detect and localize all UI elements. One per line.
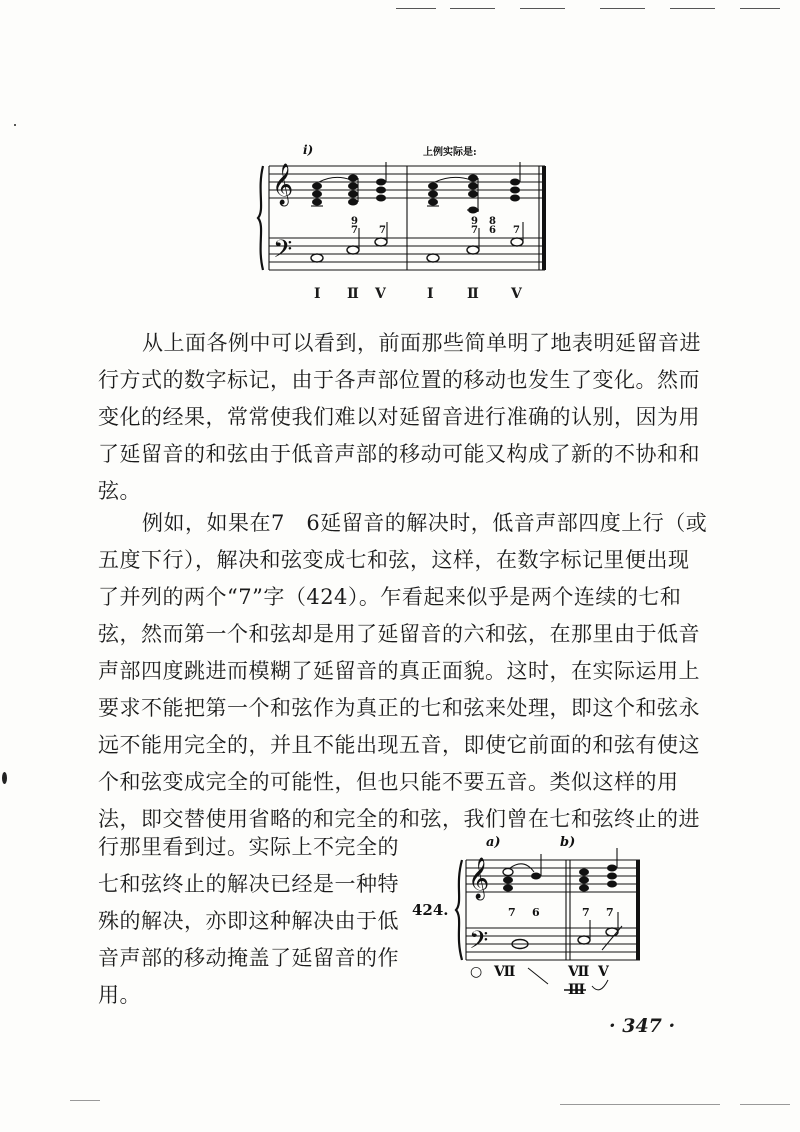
text-line: 声部四度跳进而模糊了延留音的真正面貌。这时，在实际运用上 xyxy=(98,659,700,683)
text-line: 七和弦终止的解决已经是一种特 xyxy=(98,872,399,896)
roman-numeral: V xyxy=(375,286,386,302)
treble-notes xyxy=(312,175,520,214)
svg-text:7: 7 xyxy=(582,906,590,919)
text-line: 个和弦变成完全的可能性，但也只能不要五音。类似这样的用 xyxy=(98,770,679,794)
roman-numeral: Ⅶ xyxy=(568,964,590,980)
svg-text:7: 7 xyxy=(471,225,478,236)
text-line: 法，即交替使用省略的和完全的和弦，我们曾在七和弦终止的进 xyxy=(98,807,700,831)
roman-numeral: Ⅲ xyxy=(568,982,586,998)
bass-notes xyxy=(512,928,618,949)
text-line: 了并列的两个“7”字（424）。乍看起来似乎是两个连续的七和 xyxy=(98,585,682,609)
text-line: 从上面各例中可以看到，前面那些简单明了地表明延留音进 xyxy=(142,331,701,355)
grand-staff-top xyxy=(255,140,555,290)
brace xyxy=(258,166,263,270)
example-label-a: a) xyxy=(486,835,501,850)
scan-speck xyxy=(14,124,16,126)
score-annotation: 上例实际是: xyxy=(423,147,477,158)
text-line: 变化的经果，常常使我们难以对延留音进行准确的认别，因为用 xyxy=(98,405,700,429)
roman-numerals-top xyxy=(255,286,555,310)
scan-speck xyxy=(560,1104,720,1105)
text-line: 行方式的数字标记，由于各声部位置的移动也发生了变化。然而 xyxy=(98,368,700,392)
music-example-top xyxy=(255,140,555,310)
top-edge-rule xyxy=(600,8,645,9)
svg-text:9: 9 xyxy=(351,216,358,227)
music-example-424 xyxy=(408,830,648,1000)
text-line: 要求不能把第一个和弦作为真正的七和弦来处理，即这个和弦永 xyxy=(98,696,700,720)
roman-numeral: Ⅶ xyxy=(494,964,516,980)
text-line: 行那里看到过。实际上不完全的 xyxy=(98,835,399,859)
roman-numeral: I xyxy=(314,286,321,302)
top-edge-rule xyxy=(670,8,715,9)
grand-staff-424 xyxy=(408,830,648,1000)
roman-numeral: V xyxy=(598,964,609,980)
roman-numerals-424 xyxy=(470,964,610,998)
paragraph-1 xyxy=(98,325,701,510)
top-edge-rule xyxy=(450,8,495,9)
top-edge-rule xyxy=(520,8,565,9)
brace xyxy=(456,860,462,960)
svg-text:8: 8 xyxy=(489,216,496,227)
svg-text:7: 7 xyxy=(351,225,358,236)
bass-notes xyxy=(311,238,523,262)
top-edge-rule xyxy=(396,8,436,9)
svg-text:7: 7 xyxy=(606,906,614,919)
svg-text:9: 9 xyxy=(471,216,478,227)
figured-bass xyxy=(351,216,520,236)
page-number: · 347 · xyxy=(609,1015,676,1037)
text-line: 五度下行），解决和弦变成七和弦，这样，在数字标记里便出现 xyxy=(98,548,690,572)
example-number: 424. xyxy=(412,901,449,919)
example-label-b: b) xyxy=(560,835,576,850)
roman-numeral: Ⅱ xyxy=(347,286,359,302)
roman-numeral: Ⅱ xyxy=(467,286,479,302)
roman-numeral: V xyxy=(511,286,522,302)
text-line: 远不能用完全的，并且不能出现五音，即使它前面的和弦有使这 xyxy=(98,733,700,757)
example-label: i) xyxy=(303,143,314,157)
scan-speck xyxy=(2,772,7,784)
roman-numeral: ○ xyxy=(470,964,483,980)
text-line: 殊的解决，亦即这种解决由于低 xyxy=(98,909,399,933)
paragraph-3-wrapped xyxy=(98,829,398,1014)
figured-bass-424 xyxy=(508,906,614,919)
treble-clef-icon: 𝄞 xyxy=(468,858,490,899)
svg-text:6: 6 xyxy=(489,225,496,236)
bass-clef-icon: 𝄢 xyxy=(273,235,293,270)
text-line: 例如，如果在7 6延留音的解决时，低音声部四度上行（或 xyxy=(142,511,708,535)
text-line: 弦。 xyxy=(98,479,141,503)
top-edge-rule xyxy=(740,8,780,9)
text-line: 音声部的移动掩盖了延留音的作 xyxy=(98,946,399,970)
text-line: 弦，然而第一个和弦却是用了延留音的六和弦，在那里由于低音 xyxy=(98,622,700,646)
treble-clef-icon: 𝄞 xyxy=(272,164,294,205)
svg-text:6: 6 xyxy=(532,906,540,919)
scan-speck xyxy=(70,1100,100,1101)
svg-text:7: 7 xyxy=(513,225,520,236)
text-line: 用。 xyxy=(98,983,141,1007)
text-line: 了延留音的和弦由于低音声部的移动可能又构成了新的不协和和 xyxy=(98,442,700,466)
paragraph-2 xyxy=(98,505,707,838)
svg-text:7: 7 xyxy=(508,906,516,919)
svg-text:7: 7 xyxy=(379,225,386,236)
bass-clef-icon: 𝄢 xyxy=(469,926,489,961)
roman-numeral: I xyxy=(427,286,434,302)
scan-speck xyxy=(740,1104,790,1105)
